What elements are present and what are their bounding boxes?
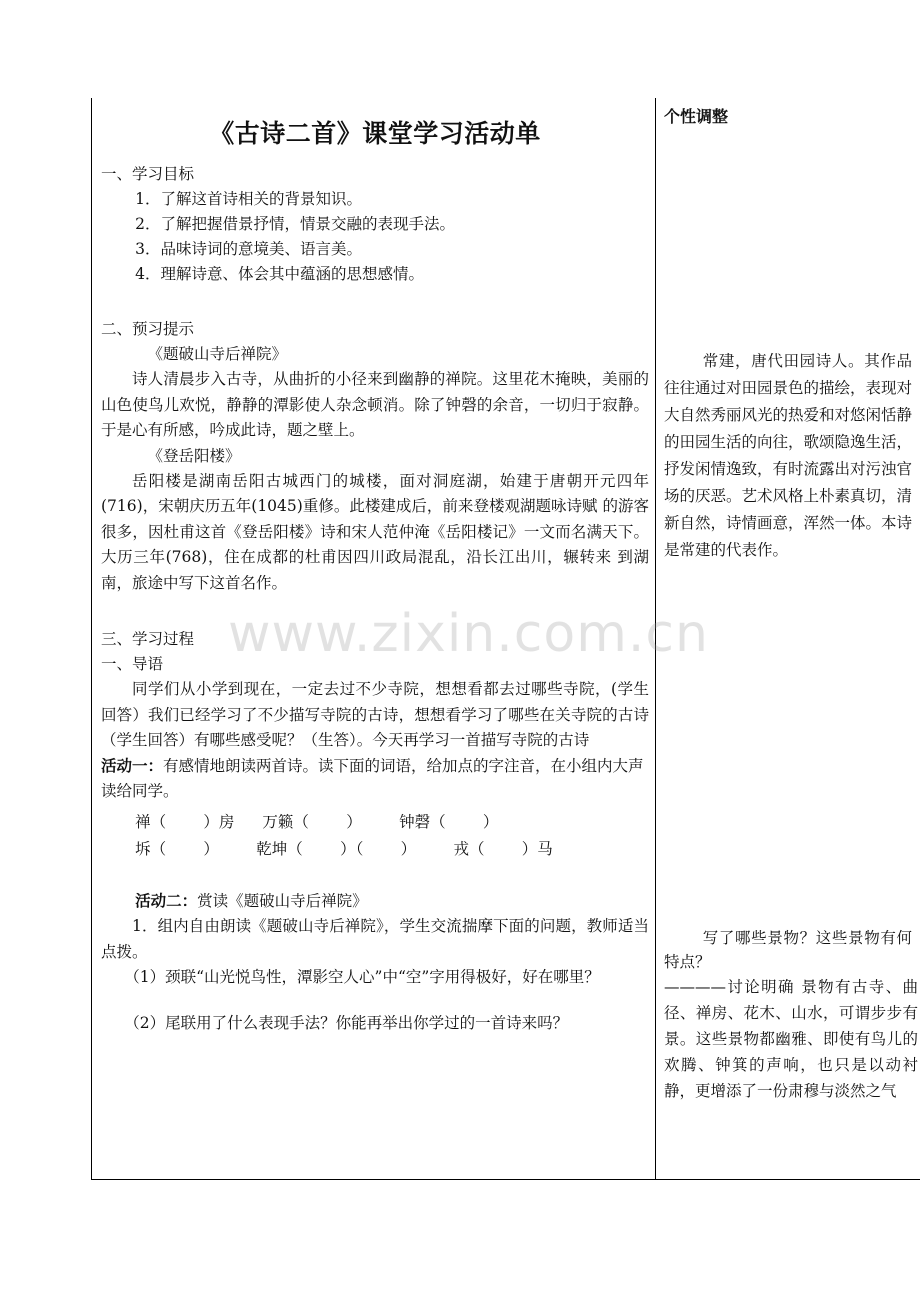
activity2-label: 活动二：: [135, 891, 198, 910]
activity2-text: 赏读《题破山寺后禅院》: [197, 891, 368, 910]
intro-heading: 一、导语: [101, 655, 164, 673]
table-border-left: [91, 98, 92, 1180]
side-note-poet-bio: 常建，唐代田园诗人。其作品往往通过对田园景色的描绘，表现对大自然秀丽风光的热爱和对悠闲恬静的田园生活的向往，歌颂隐逸生活，抒发闲情逸致，有时流露出对污浊官场的厌恶。艺术风格上朴素真切，清新自然，诗情画意，浑然一体。本诗是常建的代表作。: [664, 352, 913, 559]
watermark: www.zixin.com.cn: [228, 604, 709, 664]
poem2-preview-text: 岳阳楼是湖南岳阳古城西门的城楼，面对洞庭湖，始建于唐朝开元四年(716)，宋朝庆历五年(1045)重修。此楼建成后，前来登楼观湖题咏诗赋 的游客很多，因杜甫这首《登岳阳楼》诗和宋人范仲淹《岳阳楼记》一文而名满天下。大历三年(768)，住在成都的杜甫因四川政局混乱，沿长江出川，辗转来 到湖南，旅途中写下这首名作。: [101, 471, 649, 592]
section1-heading: 一、学习目标: [101, 165, 195, 183]
side-column-heading: 个性调整: [664, 107, 729, 126]
poem1-preview-text: 诗人清晨步入古寺，从曲折的小径来到幽静的禅院。这里花木掩映，美丽的山色使鸟儿欢悦，静静的潭影使人杂念顿消。除了钟磬的余音，一切归于寂静。于是心有所感，吟成此诗，题之壁上。: [101, 370, 649, 439]
section3-heading: 三、学习过程: [101, 630, 195, 648]
activity2-item1: 1．组内自由朗读《题破山寺后禅院》，学生交流揣摩下面的问题，教师适当点拨。: [101, 917, 649, 961]
side-note-1-container: [664, 348, 912, 564]
poem2-title: 《登岳阳楼》: [147, 446, 241, 465]
activity1-label: 活动一：: [101, 756, 164, 775]
poem1-title: 《题破山寺后禅院》: [147, 345, 288, 363]
intro-text: 同学们从小学到现在，一定去过不少寺院，想想看都去过哪些寺院，(学生回答）我们已经学习了不少描写寺院的古诗，想想看学习了哪些在关寺院的古诗（学生回答）有哪些感受呢？（生答）。今天再学习一首描写寺院的古诗: [101, 680, 649, 749]
section2-heading: 二、预习提示: [101, 320, 195, 338]
table-border-bottom: [91, 1179, 920, 1180]
side-note-2-container: [664, 926, 918, 1104]
objective-item-1: 1．了解这首诗相关的背景知识。: [135, 190, 362, 208]
activity1-text: 有感情地朗读两首诗。读下面的词语，给加点的字注音，在小组内大声读给同学。: [101, 756, 644, 800]
main-column: [101, 108, 649, 1036]
activity1: [101, 754, 649, 805]
objective-item-4: 4．理解诗意、体会其中蕴涵的思想感情。: [135, 265, 424, 283]
question-2: （2）尾联用了什么表现手法？你能再举出你学过的一首诗来吗？: [124, 1013, 569, 1032]
vocab-line-1: 禅（ ）房 万籁（ ） 钟磬（ ）: [135, 812, 499, 831]
activity2: [101, 889, 649, 915]
side-note-answer: ————讨论明确 景物有古寺、曲径、禅房、花木、山水，可谓步步有景。这些景物都幽雅、即使有鸟儿的欢腾、钟箕的声响，也只是以动衬静，更增添了一份肃穆与淡然之气: [664, 978, 918, 1100]
side-note-question: 写了哪些景物？这些景物有何特点？: [664, 929, 912, 971]
objective-item-3: 3．品味诗词的意境美、语言美。: [135, 240, 362, 258]
vocab-line-2: 坼（ ） 乾坤（ ）（ ） 戎（ ）马: [135, 839, 553, 858]
objective-item-2: 2．了解把握借景抒情，情景交融的表现手法。: [135, 215, 455, 233]
page-title: 《古诗二首》课堂学习活动单: [209, 119, 541, 148]
question-1: （1）颈联“山光悦鸟性，潭影空人心”中“空”字用得极好，好在哪里？: [124, 968, 600, 986]
